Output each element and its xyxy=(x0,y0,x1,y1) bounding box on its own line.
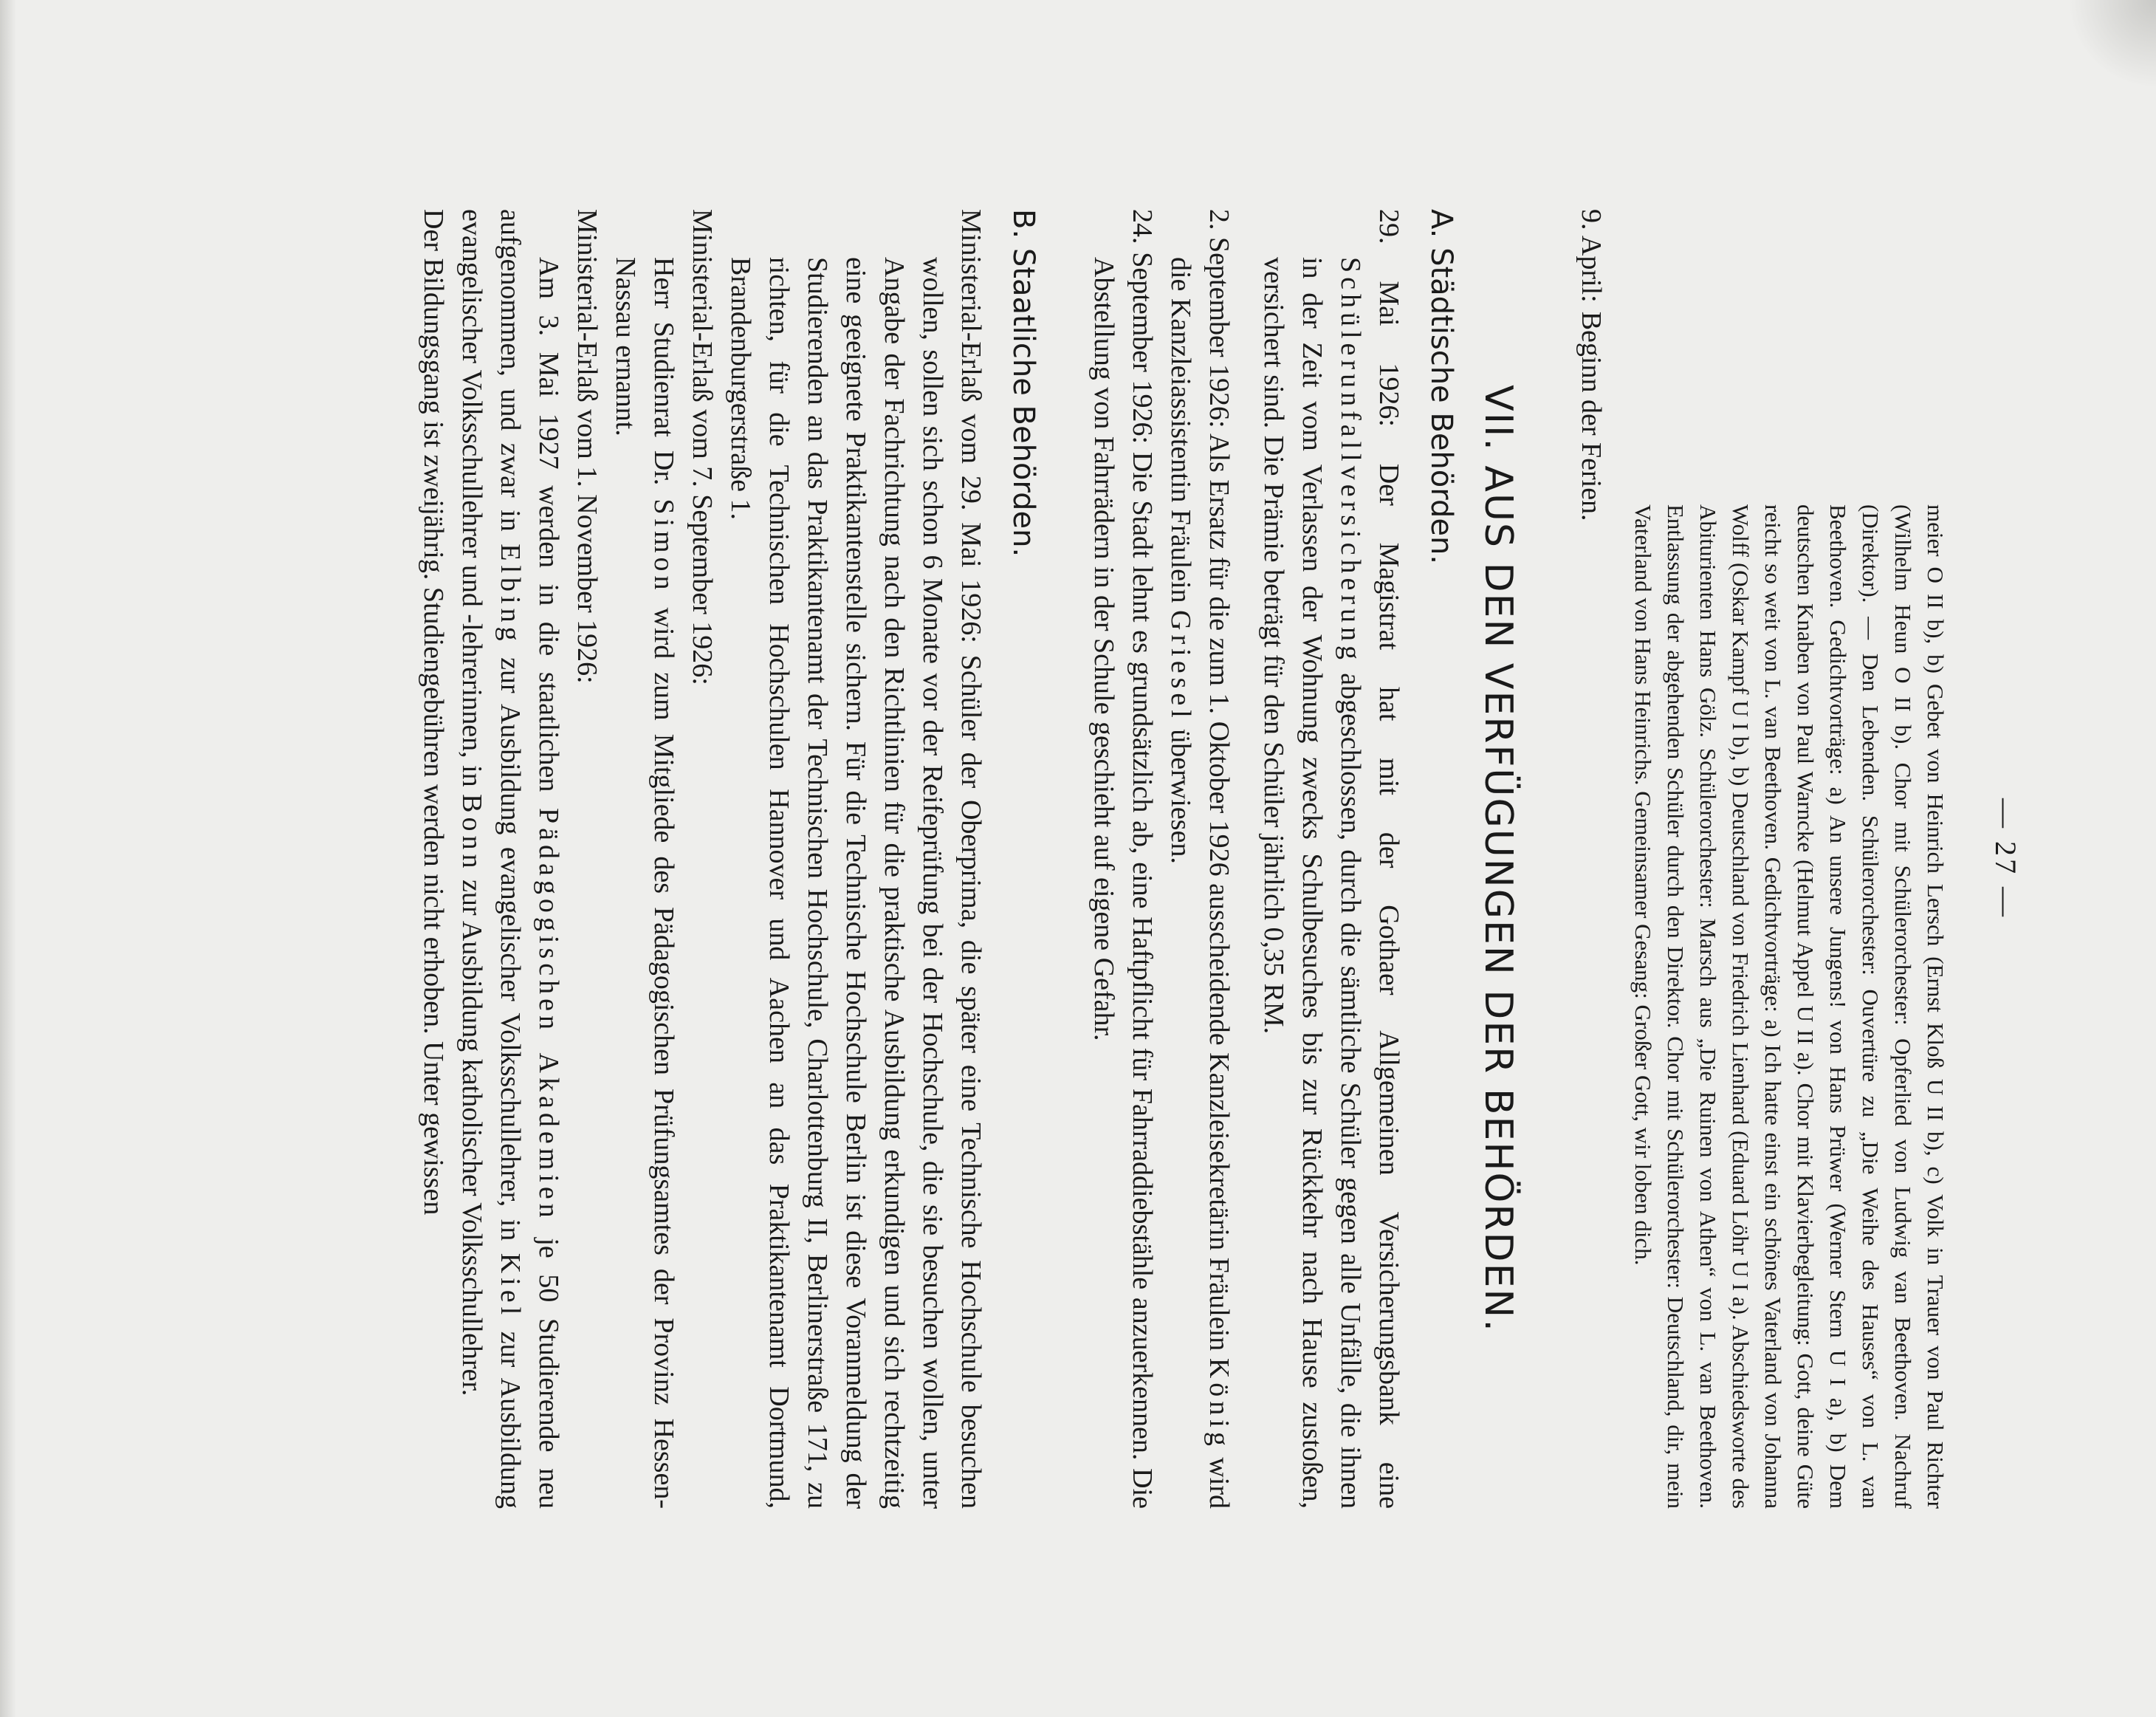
entry-clerk-name-2: Griesel xyxy=(1165,610,1196,722)
academies-s3: Kiel xyxy=(495,1252,526,1320)
academies-p1: Am 3. Mai 1927 werden in die staatlichen xyxy=(533,257,564,792)
academies-p3: zur Ausbildung evangelischer Volksschullehrer, in xyxy=(495,657,526,1241)
entry-clerk-head: 2. September 1926: Als Ersatz für die zum 1. Oktober 1926 ausscheidende Kanzleisekretärin Fräulein xyxy=(1204,209,1235,1351)
continued-program-text: meier O II b), b) Gebet von Heinrich Lersch (Ernst Kloß U II b), c) Volk in Trauer von Paul Richter (Wilhelm Heun O II b). Chor mit Schülerorchester: Opferlied von Ludwig van Beethoven. Nachruf (Direktor). — Den Lebenden. Schülerorchester: Ouvertüre zu „Die Weihe des Hauses“ von L. van Beethoven. Gedichtvorträge: a) An unsere Jungens! von Hans Prüwer (Werner Stern U I a), b) Dem deutschen Knaben von Paul Warncke (Helmut Appel U II a). Chor mit Klavierbegleitung: Gott, deine Güte reicht so weit von L. van Beethoven. Gedichtvorträge: a) Ich hatte einst ein schönes Vaterland von Johanna Wolff (Oskar Kampf U I b), b) Deutschland von Friedrich Lienhard (Eduard Löhr U I a). Abschiedsworte des Abiturienten Hans Gölz. Schülerorchester: Marsch aus „Die Ruinen von Athen“ von L. van Beethoven. Entlassung der abgehenden Schüler durch den Direktor. Chor mit Schülerorchester: Deutschland, dir, mein Vaterland von Hans Heinrichs. Gemeinsamer Gesang: Großer Gott, wir loben dich. xyxy=(1630,504,1949,1509)
subsection-b-title: B. Staatliche Behörden. xyxy=(1006,209,1040,558)
entry-insurance xyxy=(1254,209,1408,1509)
entry-academies-last-line: Der Bildungsgang ist zweijährig. Studiengebühren werden nicht erhoben. Unter gewissen xyxy=(418,209,449,1216)
entry-insurance-keyword: Schülerunfallversicherung xyxy=(1335,257,1366,664)
april-entry xyxy=(1572,209,1610,1509)
april-text: Beginn der Ferien. xyxy=(1576,311,1607,521)
entry-clerk-tail: überwiesen. xyxy=(1165,729,1196,864)
academies-p2: je 50 Studierende neu aufgenommen, und zwar in xyxy=(495,209,564,1509)
entry-clerk-name-1: König xyxy=(1204,1357,1235,1450)
entry-insurance-tail: abgeschlossen, durch die sämtliche Schüler gegen alle Unfälle, die ihnen in der Zeit vom Verlassen der Wohnung zwecks Schulbesuches bis zur Rückkehr nach Hause zustoßen, versichert sind. Die Prämie beträgt für den Schüler jährlich 0,35 RM. xyxy=(1258,257,1366,1509)
section-title: VII. AUS DEN VERFÜGUNGEN DER BEHÖRDEN. xyxy=(1476,385,1520,1333)
entry-decree-september-head: Ministerial-Erlaß vom 7. September 1926: xyxy=(687,209,718,685)
entry-insurance-head: 29. Mai 1926: Der Magistrat hat mit der Gothaer Allgemeinen Versicherungsbank eine xyxy=(1373,209,1404,1509)
academies-s4: Bonn xyxy=(456,794,487,873)
entry-academies xyxy=(453,209,568,1509)
entry-clerk xyxy=(1161,209,1238,1509)
entry-bicycles: 24. September 1926: Die Stadt lehnt es grundsätzlich ab, eine Haftpflicht für Fahrraddiebstähle anzuerkennen. Die Abstellung von Fahrrädern in der Schule geschieht auf eigene Gefahr. xyxy=(1088,209,1158,1509)
entry-simon xyxy=(606,209,683,1509)
entry-simon-name: Simon xyxy=(648,498,679,594)
entry-decree-november-head: Ministerial-Erlaß vom 1. November 1926: xyxy=(571,209,602,684)
academies-s2: Elbing xyxy=(495,544,526,645)
entry-simon-head: Herr Studienrat Dr. xyxy=(648,257,679,486)
scan-shadow-left xyxy=(0,0,16,1717)
page-number: — 27 — xyxy=(1989,798,2022,919)
entry-technical-university: Ministerial-Erlaß vom 29. Mai 1926: Schüler der Oberprima, die später eine Technische Hochschule besuchen wollen, sollen sich schon 6 Monate vor der Reifeprüfung bei der Hochschule, die sie besuchen wollen, unter Angabe der Fachrichtung nach den Richtlinien für die praktische Ausbildung erkundigen und sich rechtzeitig eine geeignete Praktikantenstelle sichern. Für die Technische Hochschule Berlin ist diese Voranmeldung der Studierenden an das Praktikantenamt der Technischen Hochschule, Charlottenburg II, Berlinerstraße 171, zu richten, für die Technischen Hochschulen Hannover und Aachen an das Praktikantenamt Dortmund, Brandenburgerstraße 1. xyxy=(725,209,986,1509)
entry-simon-tail: wird zum Mitgliede des Pädagogischen Prüfungsamtes der Provinz Hessen-Nassau ernannt. xyxy=(610,257,679,1509)
academies-p5: zur Ausbildung katholischer Volksschullehrer. xyxy=(456,880,487,1396)
academies-s1: Pädagogischen Akademien xyxy=(533,808,564,1222)
entry-clerk-mid: wird die Kanzleiassistentin Fräulein xyxy=(1165,257,1235,1509)
april-date: 9. April: xyxy=(1576,209,1607,303)
academies-p4: zur Ausbildung evangelischer Volksschullehrer und -lehrerinnen, in xyxy=(456,209,526,1509)
subsection-a-title: A. Städtische Behörden. xyxy=(1424,209,1458,565)
scan-shadow-corner xyxy=(2067,0,2156,89)
document-page xyxy=(59,106,2097,1612)
